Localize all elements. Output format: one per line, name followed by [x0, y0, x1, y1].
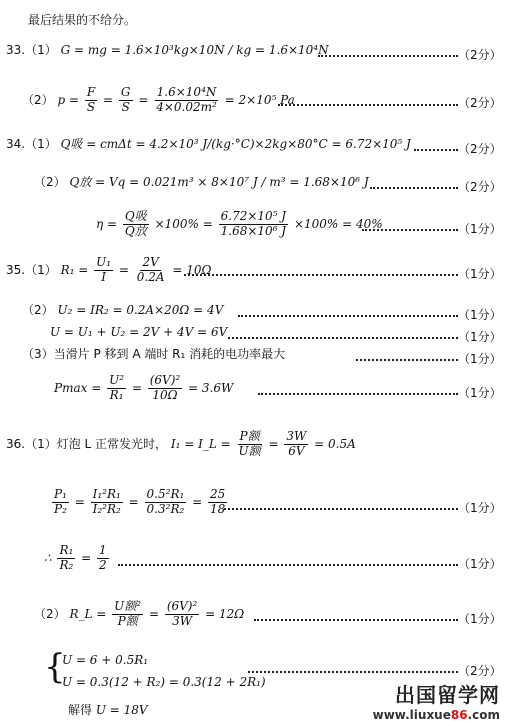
q33-part1-label: 33.（1） — [6, 43, 57, 57]
q33-part1-expression: G = mg = 1.6×10³kg×10N / kg = 1.6×10⁴N — [60, 43, 329, 57]
q35-part1-score: （1分） — [458, 267, 502, 281]
dot-leader — [184, 274, 458, 276]
system-equation-1: U = 6 + 0.5R₁ — [62, 653, 149, 667]
q36-system-score: （2分） — [458, 664, 502, 678]
q35-part2b — [50, 326, 227, 340]
dot-leader — [362, 229, 458, 231]
fraction: $\frac{\text{U²}}{\text{R₁}}$ — [109, 373, 125, 402]
q36-part2-score: （1分） — [458, 612, 502, 626]
q33-part1-score: （2分） — [458, 48, 502, 62]
fraction: $\frac{2V}{0.2A}$ — [136, 255, 165, 284]
q35-part2 — [22, 304, 223, 318]
solution-expression: U = 18V — [95, 703, 148, 717]
dot-leader — [370, 187, 458, 189]
q34-part2-score: （2分） — [458, 180, 502, 194]
fraction: $\frac{\text{U₁}}{I}$ — [96, 255, 112, 284]
dot-leader — [278, 104, 458, 106]
fraction: $\frac{\text{6.72×10⁵ J}}{\text{1.68×10⁶ J}}$ — [220, 209, 287, 238]
q34-efficiency: η = $\frac{\text{Q吸}}{\text{Q放}}$ ×100% = $\frac{\text{6.72×10⁵ J}}{\text{1.68×10⁶ J}}$ ×100% = 40% — [96, 209, 383, 238]
q35-pmax: Pmax = $\frac{\text{U²}}{\text{R₁}}$ = $\frac{\text{(6V)²}}{10\Omega}$ = 3.6W — [54, 373, 234, 402]
fraction: $\frac{\text{(6V)²}}{10\Omega}$ — [149, 373, 181, 402]
q35-part2b-expression: U = U₁ + U₂ = 2V + 4V = 6V — [50, 325, 228, 339]
fraction: $\frac{\text{R₁}}{\text{R₂}}$ — [59, 543, 74, 572]
dot-leader — [318, 55, 458, 57]
q34-part2-expression: Q放 = Vq = 0.021m³ × 8×10⁷ J / m³ = 1.68×10⁶ J — [69, 175, 369, 189]
q35-part2-label: （2） — [22, 303, 54, 317]
q34-part2-label: （2） — [34, 175, 66, 189]
q34-part1-score: （2分） — [458, 142, 502, 156]
fraction: $\frac{\text{0.5²R₁}}{\text{0.3²R₂}}$ — [146, 487, 185, 516]
q35-part2b-score: （1分） — [458, 330, 502, 344]
header-note: 最后结果的不给分。 — [28, 13, 137, 27]
site-watermark — [373, 679, 500, 722]
q35-part2-score: （1分） — [458, 308, 502, 322]
q35-part3-score: （1分） — [458, 352, 502, 366]
q36-power-ratio: $\frac{\text{P₁}}{\text{P₂}}$ = $\frac{\text{I₁²R₁}}{\text{I₂²R₂}}$ = $\frac{\text{0.5²R₁}}{\text{0.3²R₂}}$ = $\frac{25}{18}$ — [54, 487, 226, 516]
q36-solution — [68, 704, 148, 718]
fraction: $\frac{25}{18}$ — [210, 487, 226, 516]
watermark-title: 出国留学网 — [395, 683, 500, 707]
fraction: $\frac{3W}{6V}$ — [286, 429, 307, 458]
q34-part2 — [34, 176, 369, 190]
efficiency-rhs: ×100% = 40% — [293, 216, 383, 231]
fraction: $\frac{\text{I₁²R₁}}{\text{I₂²R₂}}$ — [92, 487, 121, 516]
q35-part3-text: （3）当滑片 P 移到 A 端时 R₁ 消耗的电功率最大 — [22, 347, 286, 361]
dot-leader — [224, 508, 458, 510]
q33-part2: （2） p = $\frac{F}{S}$ = $\frac{G}{S}$ = $\frac{\text{1.6×10⁴N}}{\text{4×0.02m²}}$ = 2×10⁵ Pa — [22, 85, 295, 114]
fraction: $\frac{G}{S}$ — [120, 85, 131, 114]
fraction: $\frac{\text{P₁}}{\text{P₂}}$ — [54, 487, 67, 516]
dot-leader — [248, 671, 458, 673]
dot-leader — [254, 619, 458, 621]
q33-part2-label: （2） — [22, 92, 54, 107]
dot-leader — [258, 393, 458, 395]
fraction: $\frac{\text{P额}}{\text{U额}}$ — [238, 429, 261, 458]
q35-part1: 35.（1） R₁ = $\frac{\text{U₁}}{I}$ = $\frac{2V}{0.2A}$ = 10Ω — [6, 255, 212, 284]
fraction: $\frac{\text{Q吸}}{\text{Q放}}$ — [124, 209, 147, 238]
q36-ratio-score: （1分） — [458, 501, 502, 515]
therefore-symbol: ∴ — [44, 550, 52, 565]
q33-part2-score: （2分） — [458, 96, 502, 110]
q33-part1 — [6, 44, 329, 58]
q34-part1-label: 34.（1） — [6, 137, 57, 151]
fraction: $\frac{\text{1.6×10⁴N}}{\text{4×0.02m²}}$ — [156, 85, 217, 114]
q33-part2-lhs: p = — [57, 92, 80, 107]
dot-leader — [238, 315, 458, 317]
fraction: $\frac{1}{2}$ — [99, 543, 107, 572]
q35-pmax-score: （1分） — [458, 386, 502, 400]
q35-part1-label: 35.（1） — [6, 262, 57, 277]
system-equation-2: U = 0.3(12 + R₂) = 0.3(12 + 2R₁) — [62, 675, 266, 689]
efficiency-lhs: η = — [96, 216, 118, 231]
watermark-url: www.liuxue86.com — [372, 708, 500, 722]
q34-efficiency-score: （1分） — [458, 222, 502, 236]
fraction: $\frac{\text{U额²}}{\text{P额}}$ — [114, 599, 142, 628]
q36-part2-label: （2） — [34, 606, 66, 621]
q36-therefore-score: （1分） — [458, 557, 502, 571]
dot-leader — [118, 564, 458, 566]
fraction: $\frac{\text{(6V)²}}{3W}$ — [166, 599, 198, 628]
q36-part2: （2） R_L = $\frac{\text{U额²}}{\text{P额}}$ = $\frac{\text{(6V)²}}{3W}$ = 12Ω — [34, 599, 245, 628]
q34-part1 — [6, 138, 411, 152]
dot-leader — [356, 359, 458, 361]
q33-part2-rhs: = 2×10⁵ Pa — [224, 92, 295, 107]
q36-part1-label: 36.（1）灯泡 L 正常发光时， — [6, 436, 168, 451]
q34-part1-expression: Q吸 = cmΔt = 4.2×10³ J/(kg·°C)×2kg×80°C = 6.72×10⁵ J — [60, 137, 411, 151]
fraction: $\frac{F}{S}$ — [86, 85, 96, 114]
q36-part1: 36.（1）灯泡 L 正常发光时， I₁ = I_L = $\frac{\text{P额}}{\text{U额}}$ = $\frac{3W}{6V}$ = 0.5A — [6, 429, 356, 458]
dot-leader — [414, 149, 458, 151]
solution-label: 解得 — [68, 703, 93, 717]
q35-part2-expression: U₂ = IR₂ = 0.2A×20Ω = 4V — [57, 303, 224, 317]
q36-therefore: ∴ $\frac{\text{R₁}}{\text{R₂}}$ = $\frac{1}{2}$ — [44, 543, 107, 572]
dot-leader — [228, 337, 458, 339]
system-brace: { — [44, 647, 66, 687]
